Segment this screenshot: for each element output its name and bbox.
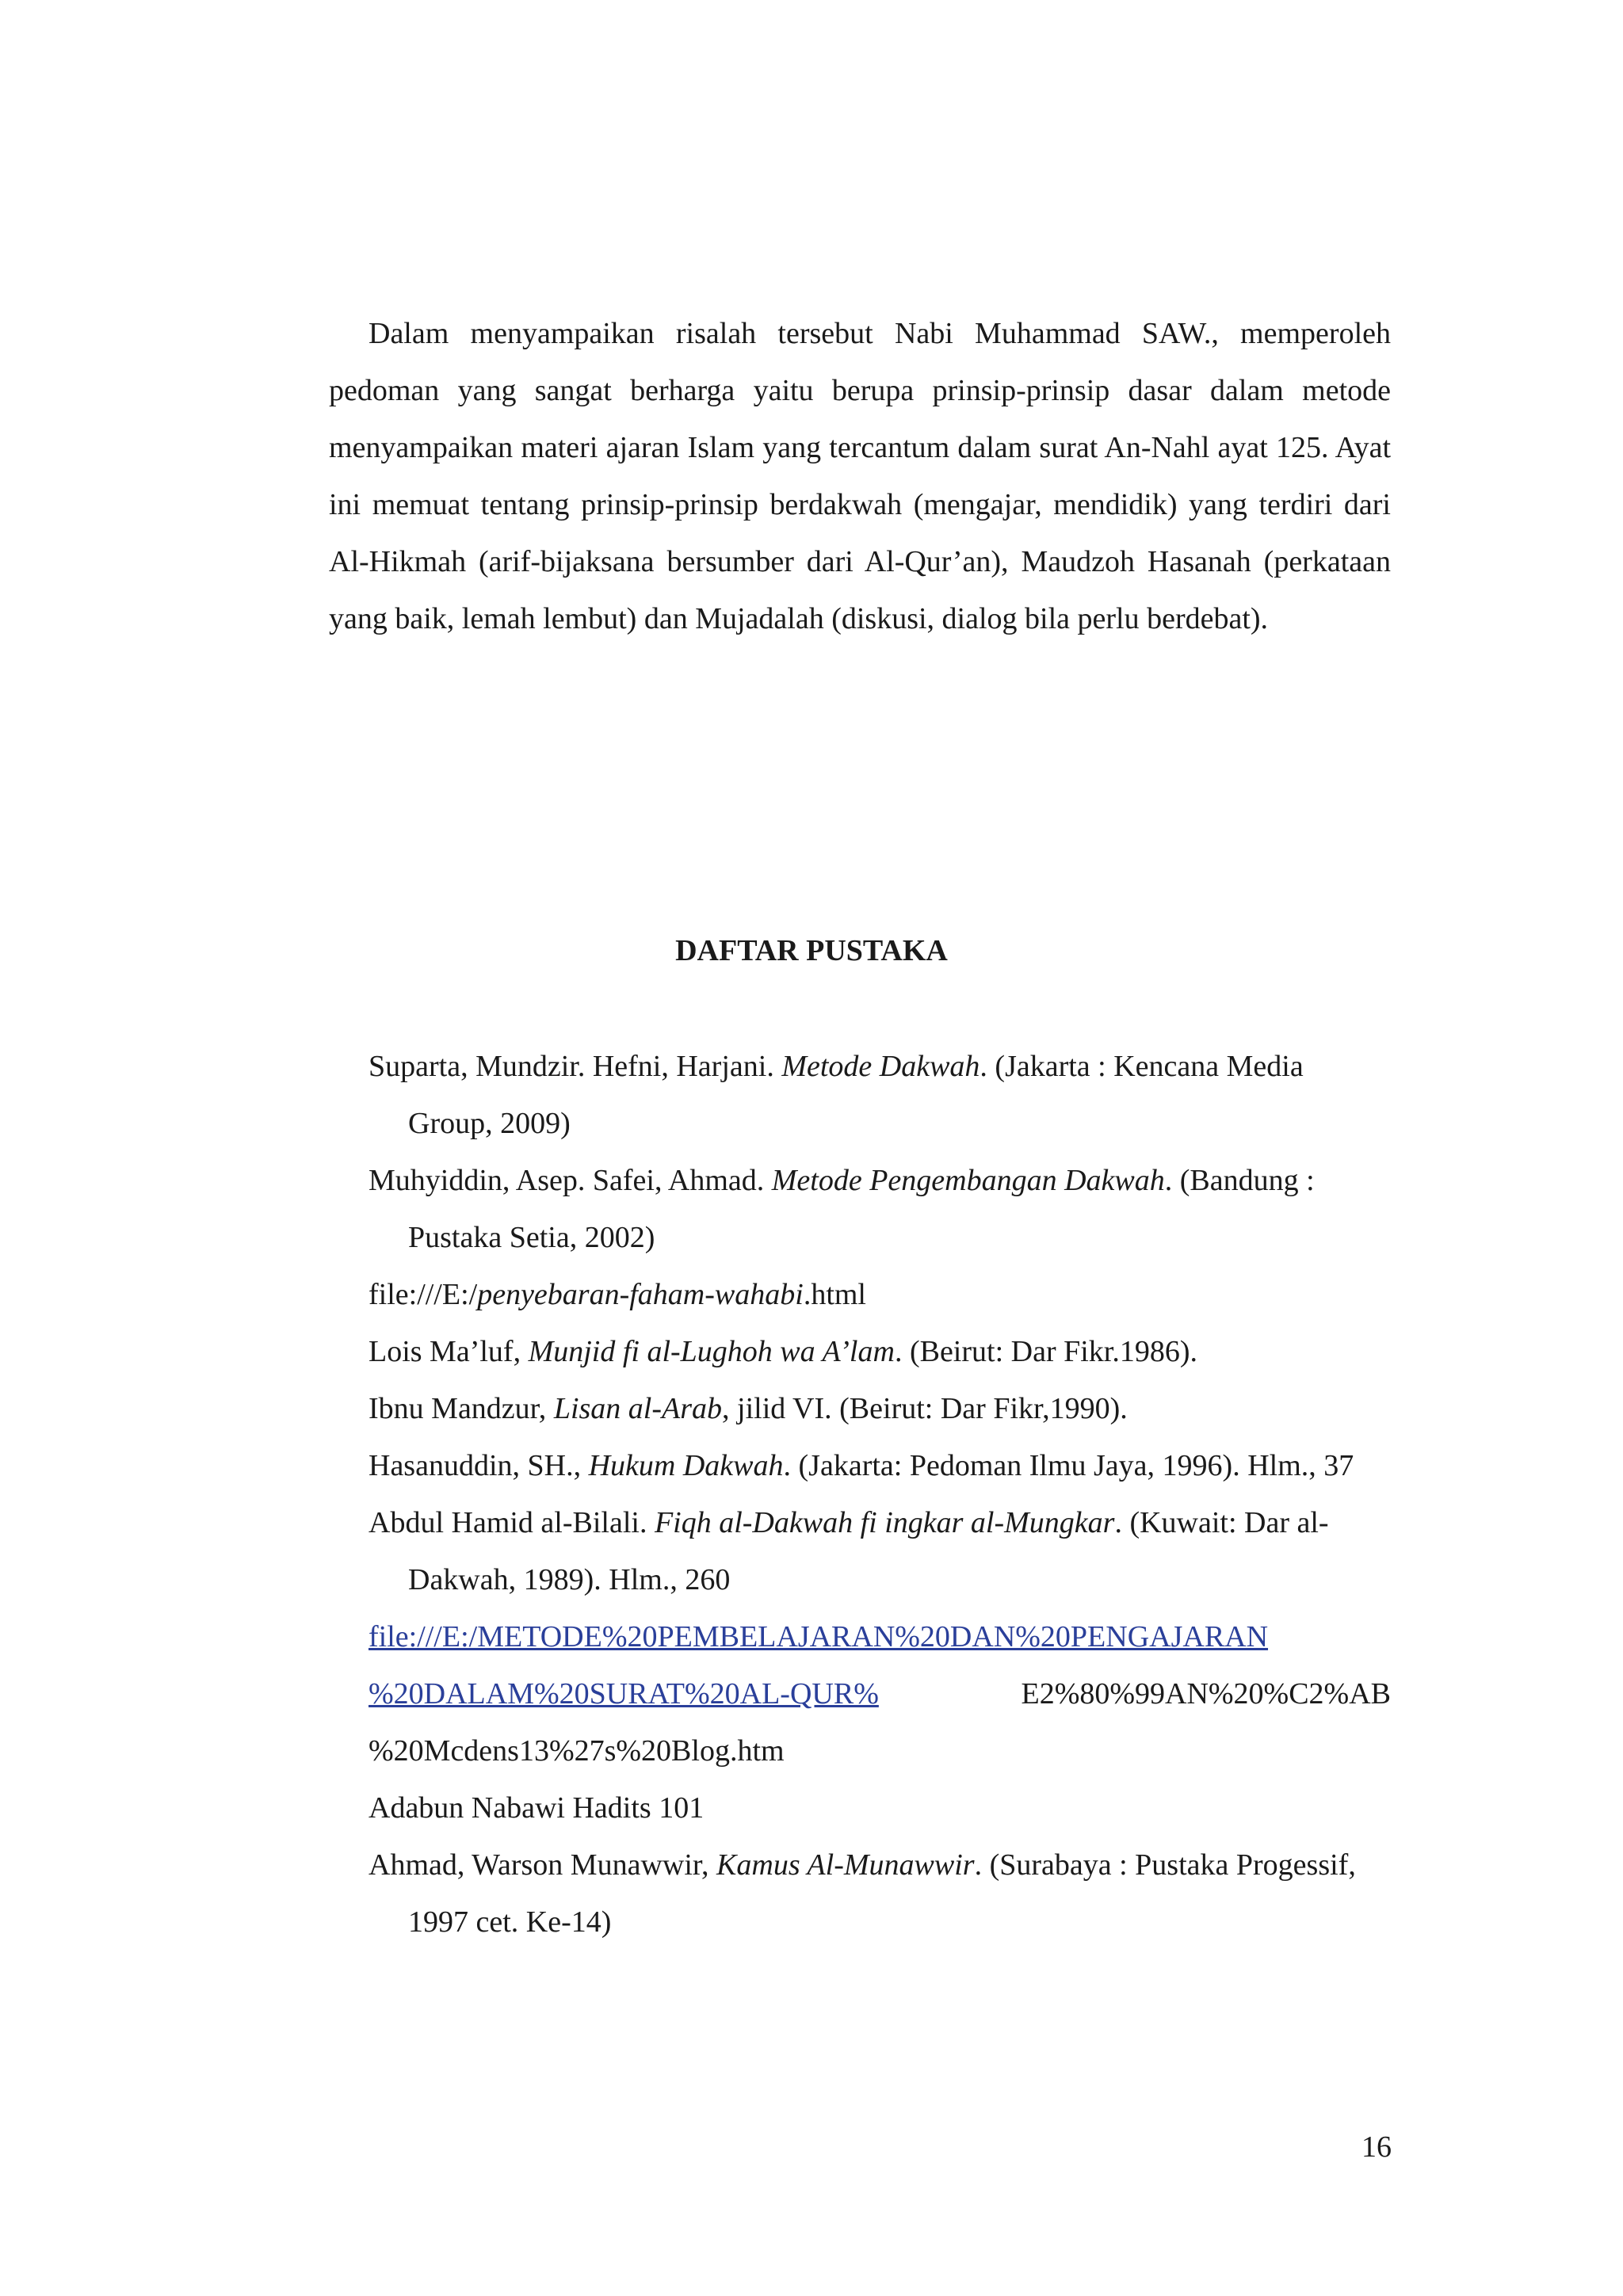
reference-text: Adabun Nabawi Hadits 101: [369, 1791, 705, 1825]
reference-title: Munjid fi al-Lughoh wa A’lam: [528, 1335, 895, 1368]
reference-text: Abdul Hamid al-Bilali.: [369, 1506, 655, 1539]
reference-text: . (Surabaya : Pustaka Progessif, 1997 cet. Ke-14): [408, 1848, 1356, 1939]
reference-title: Kamus Al-Munawwir: [716, 1848, 975, 1882]
reference-entry: [369, 1779, 1391, 1836]
reference-text: .html: [803, 1278, 866, 1311]
reference-entry: [369, 1437, 1391, 1494]
reference-entry: [369, 1494, 1391, 1608]
reference-entry: [369, 1323, 1391, 1380]
reference-title: Metode Dakwah: [781, 1050, 980, 1083]
reference-title: Fiqh al-Dakwah fi ingkar al-Mungkar: [654, 1506, 1115, 1539]
reference-text: . (Jakarta: Pedoman Ilmu Jaya, 1996). Hlm., 37: [783, 1449, 1354, 1482]
reference-text: Suparta, Mundzir. Hefni, Harjani.: [369, 1050, 782, 1083]
reference-list: [369, 1038, 1391, 1951]
url-reference-entry: [369, 1608, 1391, 1779]
reference-text: Hasanuddin, SH.,: [369, 1449, 589, 1482]
url-line-2: [369, 1665, 1391, 1722]
reference-entry: [369, 1038, 1391, 1152]
reference-title: Metode Pengembangan Dakwah: [771, 1164, 1165, 1197]
url-line-1: [369, 1608, 1391, 1665]
reference-text: Muhyiddin, Asep. Safei, Ahmad.: [369, 1164, 772, 1197]
reference-entry: [369, 1152, 1391, 1266]
reference-link-line-1[interactable]: file:///E:/METODE%20PEMBELAJARAN%20DAN%20PENGAJARAN: [369, 1620, 1269, 1653]
reference-text: . (Bandung : Pustaka Setia, 2002): [408, 1164, 1315, 1254]
reference-entry: [369, 1380, 1391, 1437]
reference-entry: [369, 1266, 1391, 1323]
reference-text: Ibnu Mandzur,: [369, 1392, 554, 1425]
reference-text: . (Kuwait: Dar al-Dakwah, 1989). Hlm., 260: [408, 1506, 1329, 1596]
bibliography-heading: DAFTAR PUSTAKA: [675, 934, 948, 967]
reference-text: file:///E:/: [369, 1278, 478, 1311]
reference-text: , jilid VI. (Beirut: Dar Fikr,1990).: [722, 1392, 1128, 1425]
reference-link-line-2[interactable]: %20DALAM%20SURAT%20AL-QUR%: [369, 1677, 879, 1711]
url-continuation: E2%80%99AN%20%C2%AB: [1021, 1677, 1391, 1711]
reference-text: Lois Ma’luf,: [369, 1335, 529, 1368]
reference-text: Ahmad, Warson Munawwir,: [369, 1848, 717, 1882]
reference-text: . (Jakarta : Kencana Media Group, 2009): [408, 1050, 1304, 1140]
page-number: 16: [1361, 2130, 1392, 2164]
reference-text: . (Beirut: Dar Fikr.1986).: [894, 1335, 1197, 1368]
reference-title: penyebaran-faham-wahabi: [477, 1278, 804, 1311]
intro-paragraph: Dalam menyampaikan risalah tersebut Nabi Muhammad SAW., memperoleh pedoman yang sangat berharga yaitu berupa prinsip-prinsip dasar dalam metode menyampaikan materi ajaran Islam yang tercantum dalam surat An-Nahl ayat 125. Ayat ini memuat tentang prinsip-prinsip berdakwah (mengajar, mendidik) yang terdiri dari Al-Hikmah (arif-bijaksana bersumber dari Al-Qur’an), Maudzoh Hasanah (perkataan yang baik, lemah lembut) dan Mujadalah (diskusi, dialog bila perlu berdebat).: [329, 317, 1391, 635]
reference-title: Lisan al-Arab: [553, 1392, 723, 1425]
url-line-3: %20Mcdens13%27s%20Blog.htm: [369, 1734, 785, 1768]
reference-entry: [369, 1836, 1391, 1951]
reference-title: Hukum Dakwah: [588, 1449, 784, 1482]
